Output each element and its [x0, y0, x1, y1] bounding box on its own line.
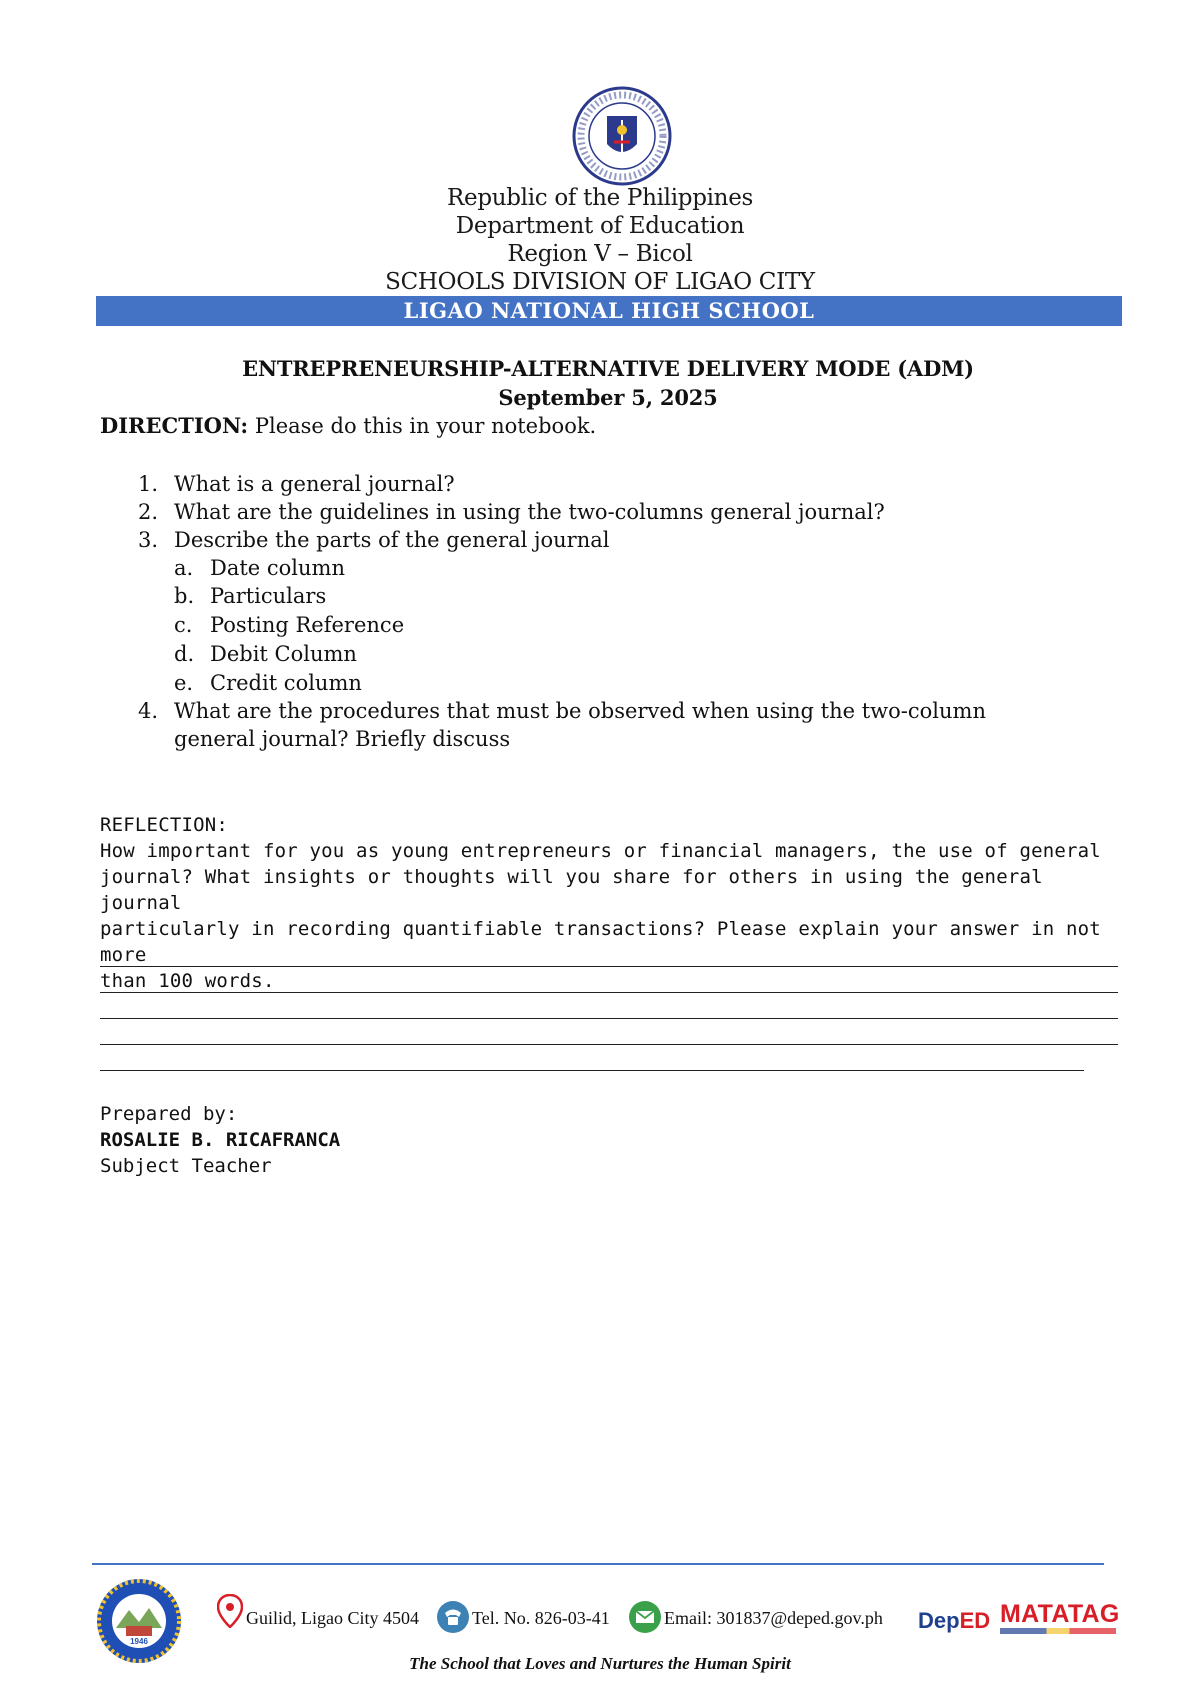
- subitem-d-text: Debit Column: [210, 642, 357, 666]
- matatag-logo-stripe: [1000, 1628, 1116, 1634]
- answer-line: [100, 1018, 1118, 1019]
- phone-icon: [436, 1600, 470, 1638]
- direction-label: DIRECTION:: [100, 413, 249, 438]
- reflection-prompt-line-1: How important for you as young entrepreneurs or financial managers, the use of general: [100, 840, 1101, 862]
- document-title: ENTREPRENEURSHIP-ALTERNATIVE DELIVERY MODE (ADM): [242, 356, 974, 381]
- header-department: Department of Education: [455, 213, 745, 239]
- header-republic: Republic of the Philippines: [446, 185, 754, 211]
- prepared-by-block: [100, 1101, 340, 1179]
- answer-line: [100, 966, 1118, 967]
- school-tagline: The School that Loves and Nurtures the Human Spirit: [409, 1654, 791, 1673]
- question-1-text: What is a general journal?: [174, 472, 455, 496]
- email-icon: [628, 1600, 662, 1638]
- question-2-number: 2.: [138, 500, 159, 524]
- footer-telephone: Tel. No. 826-03-41: [472, 1608, 610, 1628]
- question-2-text: What are the guidelines in using the two-columns general journal?: [174, 500, 885, 524]
- matatag-logo: MATATAG: [1000, 1600, 1120, 1628]
- subitem-e-text: Credit column: [210, 671, 362, 695]
- prepared-by-label: Prepared by:: [100, 1103, 238, 1125]
- deped-logo-dep: Dep: [918, 1608, 960, 1633]
- subitem-b-letter: b.: [174, 584, 195, 608]
- question-4-text: What are the procedures that must be observed when using the two-column: [174, 699, 986, 723]
- header-region: Region V – Bicol: [507, 241, 693, 267]
- deped-seal-logo: [572, 86, 672, 186]
- subitem-c-text: Posting Reference: [210, 613, 405, 637]
- direction-text: Please do this in your notebook.: [254, 414, 597, 438]
- question-3-number: 3.: [138, 528, 159, 552]
- teacher-role: Subject Teacher: [100, 1155, 272, 1177]
- footer-divider: [92, 1563, 1104, 1565]
- school-name-banner: LIGAO NATIONAL HIGH SCHOOL: [96, 296, 1122, 326]
- question-4-text-continued: general journal? Briefly discuss: [174, 727, 511, 751]
- reflection-prompt-line-2: journal? What insights or thoughts will you share for others in using the general journal: [100, 866, 1043, 914]
- subitem-c-letter: c.: [174, 613, 193, 637]
- question-3-text: Describe the parts of the general journal: [174, 528, 610, 552]
- reflection-prompt-line-4: than 100 words.: [100, 970, 275, 992]
- answer-line: [100, 992, 1118, 993]
- document-date: September 5, 2025: [498, 385, 718, 410]
- teacher-name: ROSALIE B. RICAFRANCA: [100, 1129, 341, 1151]
- header-division: SCHOOLS DIVISION OF LIGAO CITY: [385, 269, 815, 295]
- location-pin-icon: [217, 1594, 243, 1632]
- school-seal-logo: [96, 1578, 182, 1664]
- subitem-e-letter: e.: [174, 671, 194, 695]
- footer-email: Email: 301837@deped.gov.ph: [664, 1608, 883, 1628]
- deped-logo: [918, 1608, 990, 1634]
- footer-address: Guilid, Ligao City 4504: [246, 1608, 419, 1628]
- question-4-number: 4.: [138, 699, 159, 723]
- deped-logo-ed: ED: [959, 1608, 991, 1633]
- answer-line: [100, 1044, 1118, 1045]
- reflection-prompt-line-3: particularly in recording quantifiable transactions? Please explain your answer in not more: [100, 918, 1101, 966]
- subitem-a-text: Date column: [210, 556, 345, 580]
- question-1-number: 1.: [138, 472, 159, 496]
- school-seal-year: 1946: [130, 1637, 148, 1646]
- reflection-label: REFLECTION:: [100, 814, 229, 836]
- subitem-a-letter: a.: [174, 556, 194, 580]
- subitem-d-letter: d.: [174, 642, 195, 666]
- subitem-b-text: Particulars: [210, 584, 327, 608]
- direction: [100, 412, 596, 440]
- answer-line: [100, 1070, 1084, 1071]
